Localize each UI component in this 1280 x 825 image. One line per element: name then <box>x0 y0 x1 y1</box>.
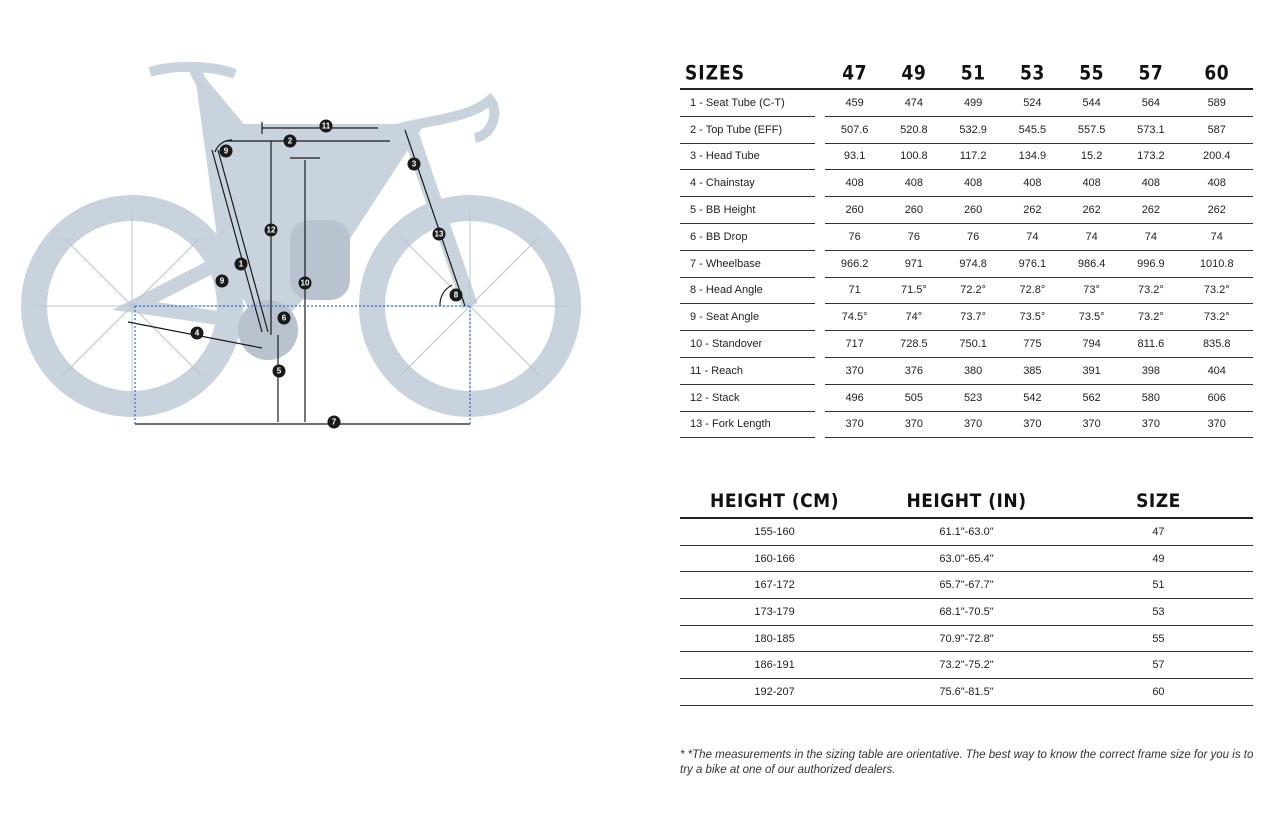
geometry-row <box>680 304 1253 331</box>
geometry-value: 260 <box>825 197 884 224</box>
geometry-value: 385 <box>1003 357 1062 384</box>
svg-text:9: 9 <box>223 146 229 156</box>
geometry-value: 73.2° <box>1121 304 1180 331</box>
geometry-value: 408 <box>1003 170 1062 197</box>
geometry-value: 499 <box>944 89 1003 116</box>
height-cm-cell: 155-160 <box>680 518 869 545</box>
dotted-reference-lines <box>135 306 470 424</box>
sizing-disclaimer: * *The measurements in the sizing table are orientative. The best way to know the correct frame size for you is to try a bike at one of our authorized dealers. <box>680 749 1254 776</box>
svg-text:7: 7 <box>331 417 337 427</box>
height-in-cell: 70.9"-72.8" <box>869 625 1064 652</box>
geometry-value: 370 <box>944 411 1003 438</box>
geometry-value: 74 <box>1121 223 1180 250</box>
marker-7 <box>328 416 341 429</box>
svg-text:2: 2 <box>287 136 293 146</box>
sizer-row <box>680 679 1253 706</box>
geometry-value: 260 <box>884 197 943 224</box>
geometry-value: 811.6 <box>1121 331 1180 358</box>
geometry-value: 971 <box>884 250 943 277</box>
geometry-value: 93.1 <box>825 143 884 170</box>
svg-text:10: 10 <box>300 278 310 288</box>
geometry-value: 74 <box>1062 223 1121 250</box>
geometry-value: 505 <box>884 384 943 411</box>
height-cm-cell: 167-172 <box>680 572 869 599</box>
svg-text:1: 1 <box>238 259 244 269</box>
height-cm-cell: 173-179 <box>680 599 869 626</box>
geometry-value: 74.5° <box>825 304 884 331</box>
geometry-row <box>680 384 1253 411</box>
geometry-value: 72.8° <box>1003 277 1062 304</box>
size-cell: 60 <box>1064 679 1253 706</box>
geometry-value: 15.2 <box>1062 143 1121 170</box>
geometry-value: 794 <box>1062 331 1121 358</box>
geometry-value: 370 <box>884 411 943 438</box>
svg-text:11: 11 <box>321 121 331 131</box>
geometry-value: 73.2° <box>1121 277 1180 304</box>
geometry-value: 507.6 <box>825 116 884 143</box>
geometry-value: 524 <box>1003 89 1062 116</box>
geometry-value: 587 <box>1181 116 1254 143</box>
geometry-value: 134.9 <box>1003 143 1062 170</box>
geometry-value: 728.5 <box>884 331 943 358</box>
height-in-cell: 65.7"-67.7" <box>869 572 1064 599</box>
geometry-value: 398 <box>1121 357 1180 384</box>
sizer-row <box>680 518 1253 545</box>
size-cell: 57 <box>1064 652 1253 679</box>
size-recommendation-table <box>680 485 1253 706</box>
geometry-value: 100.8 <box>884 143 943 170</box>
geometry-value: 408 <box>825 170 884 197</box>
geometry-value: 376 <box>884 357 943 384</box>
geometry-value: 117.2 <box>944 143 1003 170</box>
geometry-row <box>680 411 1253 438</box>
geometry-value: 72.2° <box>944 277 1003 304</box>
geometry-value: 73.2° <box>1181 304 1254 331</box>
marker-5 <box>273 365 286 378</box>
geometry-row <box>680 170 1253 197</box>
geometry-value: 71 <box>825 277 884 304</box>
geometry-value: 262 <box>1062 197 1121 224</box>
geometry-value: 370 <box>1003 411 1062 438</box>
geometry-row-label: 2 - Top Tube (EFF) <box>680 116 815 143</box>
geometry-value: 520.8 <box>884 116 943 143</box>
marker-9-top <box>220 145 233 158</box>
geometry-value: 562 <box>1062 384 1121 411</box>
sizes-heading: SIZES <box>680 57 815 90</box>
geometry-value: 370 <box>825 411 884 438</box>
geometry-value: 73.2° <box>1181 277 1254 304</box>
size-col-header: 60 <box>1181 57 1254 90</box>
geometry-value: 76 <box>825 223 884 250</box>
marker-1 <box>235 258 248 271</box>
sizer-header-row <box>680 485 1253 518</box>
size-cell: 55 <box>1064 625 1253 652</box>
height-in-cell: 61.1"-63.0" <box>869 518 1064 545</box>
height-in-cell: 73.2"-75.2" <box>869 652 1064 679</box>
geometry-value: 76 <box>884 223 943 250</box>
marker-2 <box>284 135 297 148</box>
marker-6 <box>278 312 291 325</box>
svg-text:8: 8 <box>453 290 459 300</box>
geometry-row-label: 6 - BB Drop <box>680 223 815 250</box>
size-header: SIZE <box>1064 485 1253 518</box>
geometry-row <box>680 223 1253 250</box>
marker-8 <box>450 289 463 302</box>
height-cm-cell: 186-191 <box>680 652 869 679</box>
geometry-row <box>680 331 1253 358</box>
bike-geometry-diagram <box>0 40 640 460</box>
geometry-value: 262 <box>1003 197 1062 224</box>
marker-4 <box>191 327 204 340</box>
geometry-value: 408 <box>884 170 943 197</box>
geometry-row-label: 5 - BB Height <box>680 197 815 224</box>
sizer-row <box>680 572 1253 599</box>
geometry-value: 573.1 <box>1121 116 1180 143</box>
geometry-value: 545.5 <box>1003 116 1062 143</box>
geometry-row-label: 13 - Fork Length <box>680 411 815 438</box>
marker-10 <box>299 277 312 290</box>
size-col-header: 53 <box>1003 57 1062 90</box>
geometry-row <box>680 277 1253 304</box>
sizer-row <box>680 625 1253 652</box>
geometry-value: 200.4 <box>1181 143 1254 170</box>
geometry-value: 370 <box>1181 411 1254 438</box>
geometry-row-label: 8 - Head Angle <box>680 277 815 304</box>
geometry-row-label: 10 - Standover <box>680 331 815 358</box>
geometry-row-label: 9 - Seat Angle <box>680 304 815 331</box>
svg-text:3: 3 <box>411 159 417 169</box>
size-col-header: 57 <box>1121 57 1180 90</box>
height-in-cell: 68.1"-70.5" <box>869 599 1064 626</box>
svg-text:13: 13 <box>434 229 444 239</box>
size-col-header: 51 <box>944 57 1003 90</box>
geometry-value: 775 <box>1003 331 1062 358</box>
geometry-row-label: 11 - Reach <box>680 357 815 384</box>
marker-13 <box>433 228 446 241</box>
geometry-value: 71.5° <box>884 277 943 304</box>
geometry-row <box>680 89 1253 116</box>
geometry-value: 173.2 <box>1121 143 1180 170</box>
geometry-value: 380 <box>944 357 1003 384</box>
geometry-value: 717 <box>825 331 884 358</box>
geometry-value: 750.1 <box>944 331 1003 358</box>
geometry-header-row <box>680 58 1253 89</box>
svg-text:5: 5 <box>276 366 282 376</box>
svg-text:6: 6 <box>281 313 287 323</box>
geometry-row <box>680 116 1253 143</box>
sizer-row <box>680 545 1253 572</box>
height-in-header: HEIGHT (IN) <box>869 485 1064 518</box>
height-cm-header: HEIGHT (CM) <box>680 485 869 518</box>
size-cell: 49 <box>1064 545 1253 572</box>
geometry-row <box>680 357 1253 384</box>
geometry-value: 835.8 <box>1181 331 1254 358</box>
geometry-table <box>680 58 1253 438</box>
geometry-value: 408 <box>944 170 1003 197</box>
sizer-row <box>680 599 1253 626</box>
marker-3 <box>408 158 421 171</box>
geometry-value: 76 <box>944 223 1003 250</box>
size-col-header: 55 <box>1062 57 1121 90</box>
geometry-value: 544 <box>1062 89 1121 116</box>
geometry-row-label: 12 - Stack <box>680 384 815 411</box>
size-cell: 47 <box>1064 518 1253 545</box>
marker-12 <box>265 224 278 237</box>
geometry-row <box>680 143 1253 170</box>
geometry-value: 996.9 <box>1121 250 1180 277</box>
geometry-value: 73.5° <box>1003 304 1062 331</box>
geometry-value: 262 <box>1181 197 1254 224</box>
geometry-value: 564 <box>1121 89 1180 116</box>
size-col-header: 49 <box>884 57 943 90</box>
geometry-value: 408 <box>1062 170 1121 197</box>
geometry-value: 542 <box>1003 384 1062 411</box>
geometry-value: 580 <box>1121 384 1180 411</box>
size-cell: 51 <box>1064 572 1253 599</box>
geometry-value: 74 <box>1181 223 1254 250</box>
geometry-value: 404 <box>1181 357 1254 384</box>
size-col-header: 47 <box>825 57 884 90</box>
size-cell: 53 <box>1064 599 1253 626</box>
geometry-row-label: 1 - Seat Tube (C-T) <box>680 89 815 116</box>
height-in-cell: 75.6"-81.5" <box>869 679 1064 706</box>
geometry-value: 532.9 <box>944 116 1003 143</box>
geometry-value: 74° <box>884 304 943 331</box>
geometry-value: 370 <box>1121 411 1180 438</box>
geometry-value: 606 <box>1181 384 1254 411</box>
geometry-value: 408 <box>1121 170 1180 197</box>
geometry-row-label: 7 - Wheelbase <box>680 250 815 277</box>
geometry-value: 523 <box>944 384 1003 411</box>
geometry-value: 496 <box>825 384 884 411</box>
marker-11 <box>320 120 333 133</box>
geometry-value: 966.2 <box>825 250 884 277</box>
geometry-value: 1010.8 <box>1181 250 1254 277</box>
geometry-value: 73.5° <box>1062 304 1121 331</box>
geometry-row <box>680 250 1253 277</box>
bike-silhouette <box>34 67 568 404</box>
geometry-value: 459 <box>825 89 884 116</box>
geometry-value: 391 <box>1062 357 1121 384</box>
svg-text:12: 12 <box>266 225 276 235</box>
geometry-value: 974.8 <box>944 250 1003 277</box>
geometry-value: 370 <box>1062 411 1121 438</box>
height-in-cell: 63.0"-65.4" <box>869 545 1064 572</box>
geometry-value: 74 <box>1003 223 1062 250</box>
svg-text:4: 4 <box>194 328 200 338</box>
geometry-value: 260 <box>944 197 1003 224</box>
geometry-value: 408 <box>1181 170 1254 197</box>
geometry-value: 370 <box>825 357 884 384</box>
geometry-value: 73.7° <box>944 304 1003 331</box>
geometry-value: 589 <box>1181 89 1254 116</box>
geometry-value: 557.5 <box>1062 116 1121 143</box>
geometry-value: 986.4 <box>1062 250 1121 277</box>
marker-9-bottom <box>216 275 229 288</box>
svg-text:9: 9 <box>219 276 225 286</box>
height-cm-cell: 160-166 <box>680 545 869 572</box>
height-cm-cell: 192-207 <box>680 679 869 706</box>
geometry-value: 474 <box>884 89 943 116</box>
geometry-row-label: 3 - Head Tube <box>680 143 815 170</box>
geometry-value: 73° <box>1062 277 1121 304</box>
geometry-row-label: 4 - Chainstay <box>680 170 815 197</box>
geometry-value: 262 <box>1121 197 1180 224</box>
height-cm-cell: 180-185 <box>680 625 869 652</box>
sizer-row <box>680 652 1253 679</box>
geometry-value: 976.1 <box>1003 250 1062 277</box>
geometry-row <box>680 197 1253 224</box>
